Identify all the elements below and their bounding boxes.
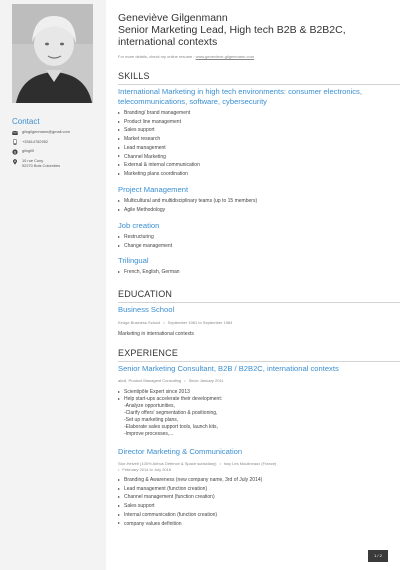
contact-email[interactable] (12, 129, 102, 136)
online-resume-prefix: For more details, check my online resume : (118, 54, 196, 59)
education-meta (118, 320, 232, 325)
skype-icon (12, 149, 20, 155)
separator-dot: • (219, 461, 221, 466)
list-item: Lead management (118, 144, 200, 153)
job-period: Since January 2011 (188, 378, 224, 383)
skills-title: SKILLS (118, 71, 150, 81)
separator-dot: • (184, 378, 186, 383)
contact-skype-text: gilngil0 (22, 148, 35, 154)
job-company: akuil, Product Managent Consulting (118, 378, 182, 383)
school-name: Kedge Business School (118, 320, 161, 325)
job-location: Issy Les Moulineaux (France) (223, 461, 277, 466)
list-item: French, English, German (118, 268, 180, 277)
skill-group-title: International Marketing in high tech environments: consumer electronics, telecommunications, software, cybersecurity (118, 87, 362, 106)
education-period: September 1981 to September 1984 (167, 320, 233, 325)
contact-phone[interactable] (12, 139, 102, 146)
envelope-icon (12, 130, 20, 136)
contact-address-text: 10 rue Cuny 92270 Bois Colombes (22, 158, 61, 169)
location-pin-icon (12, 159, 20, 165)
profile-photo (12, 4, 93, 103)
job-meta (118, 461, 276, 466)
list-item: Scientipôle Expert since 2013 (118, 389, 222, 396)
skill-group-title: Job creation (118, 221, 160, 230)
list-item: Channel Marketing (118, 153, 200, 162)
experience-divider (118, 361, 400, 362)
skills-divider (118, 84, 400, 85)
contact-email-text: gilngilgenmann@gmail.com (22, 129, 70, 134)
list-item: Help start-ups accelerate their development: -Analyze opportunities, -Clarify offers' segmentation & positioning, -Set up marketing plans, -Elaborate sales support tools, launch kits, -Improve processes,... (118, 396, 222, 438)
separator-dot: • (163, 320, 165, 325)
list-item: Product line management (118, 118, 200, 127)
online-resume-link[interactable]: www.genevieve-gilgenmann.com (195, 54, 255, 59)
skill-group-list (118, 109, 200, 179)
headline: Senior Marketing Lead, High tech B2B & B2B2C, international contexts (118, 24, 346, 48)
candidate-name: Geneviève Gilgenmann (118, 12, 228, 24)
skill-group-list (118, 233, 172, 250)
job-duties (118, 389, 222, 438)
job-title: Senior Marketing Consultant, B2B / B2B2C, international contexts (118, 364, 339, 373)
education-school-title: Business School (118, 305, 175, 314)
job-meta (118, 378, 224, 383)
phone-icon (12, 139, 20, 145)
list-item: Sales support (118, 502, 262, 511)
separator-dot: • (118, 467, 120, 472)
online-resume-line (118, 54, 254, 59)
list-item: Lead management (function creation) (118, 485, 262, 494)
education-title: EDUCATION (118, 289, 173, 299)
contact-title: Contact (12, 117, 40, 126)
list-item: Branding & Awareness (new company name, 3rd of July 2014) (118, 476, 262, 485)
list-item: Marketing plans coordination (118, 170, 200, 179)
education-divider (118, 302, 400, 303)
list-item: Internal communication (function creation) (118, 511, 262, 520)
list-item: Multicultural and multidisciplinary teams (up to 15 members) (118, 197, 257, 206)
list-item: Change management (118, 242, 172, 251)
sidebar (0, 0, 106, 570)
contact-address (12, 158, 102, 168)
list-item: Market research (118, 135, 200, 144)
contact-list (12, 129, 102, 171)
list-item: Restructuring (118, 233, 172, 242)
list-item: Channel management (function creation) (118, 493, 262, 502)
job-period-line (118, 467, 171, 472)
skill-group-title: Trilingual (118, 256, 149, 265)
education-description: Marketing in international contexts (118, 331, 194, 337)
skill-group-list (118, 197, 257, 214)
experience-title: EXPERIENCE (118, 348, 179, 358)
job-company: Stor-Helveti (100% Airbus Defence & Space subsidiary) (118, 461, 217, 466)
job-duties (118, 476, 262, 528)
list-item: External & internal communication (118, 161, 200, 170)
svg-text:S: S (13, 150, 17, 155)
skill-group-title: Project Management (118, 185, 189, 194)
list-item: Agile Methodology (118, 206, 257, 215)
skill-group-list (118, 268, 180, 277)
list-item: Branding/ brand management (118, 109, 200, 118)
page-number-badge: 1 / 2 (368, 550, 388, 562)
profile-photo-image (12, 4, 93, 103)
list-item: company values definition (118, 520, 262, 529)
contact-skype[interactable] (12, 148, 102, 155)
list-item: Sales support (118, 126, 200, 135)
job-period: February 2014 to July 2016 (122, 467, 172, 472)
job-title: Director Marketing & Communication (118, 447, 243, 456)
contact-phone-text: +33614782952 (22, 138, 49, 144)
